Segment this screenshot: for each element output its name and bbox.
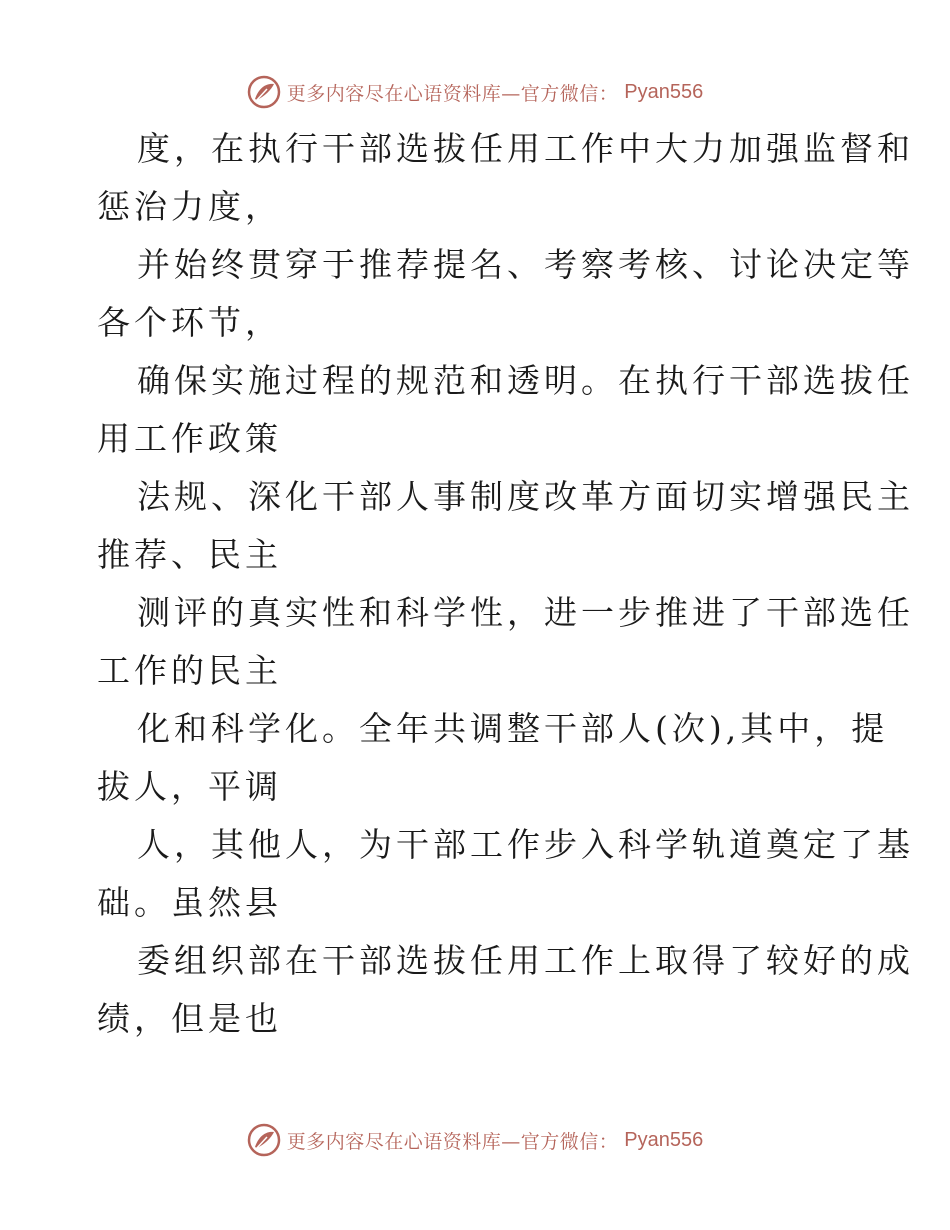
- line: 委组织部在干部选拔任用工作上取得了较好的成: [137, 941, 914, 980]
- line: 拔人，平调: [97, 767, 282, 806]
- line: 绩，但是也: [97, 999, 282, 1038]
- document-body: [97, 120, 914, 1048]
- line: 法规、深化干部人事制度改革方面切实增强民主: [137, 477, 914, 516]
- paragraph-5: [97, 584, 914, 700]
- line: 测评的真实性和科学性，进一步推进了干部选任: [137, 593, 914, 632]
- line: 惩治力度，: [97, 187, 282, 226]
- footer-watermark: [0, 1120, 950, 1160]
- paragraph-4: [97, 468, 914, 584]
- line: 用工作政策: [97, 419, 282, 458]
- line: 度，在执行干部选拔任用工作中大力加强监督和: [137, 129, 914, 168]
- watermark-text: 更多内容尽在心语资料库—官方微信：: [286, 1130, 619, 1153]
- paragraph-3: [97, 352, 914, 468]
- line: 工作的民主: [97, 651, 282, 690]
- paragraph-6: [97, 700, 889, 816]
- header-watermark: [0, 72, 950, 112]
- leaf-pen-logo-icon: [247, 1123, 281, 1157]
- line: 各个环节，: [97, 303, 282, 342]
- paragraph-8: [97, 932, 914, 1048]
- line: 确保实施过程的规范和透明。在执行干部选拔任: [137, 361, 914, 400]
- paragraph-1: [97, 120, 914, 236]
- line: 推荐、民主: [97, 535, 282, 574]
- line: 础。虽然县: [97, 883, 282, 922]
- watermark-text: 更多内容尽在心语资料库—官方微信：: [286, 82, 619, 105]
- line: 人，其他人，为干部工作步入科学轨道奠定了基: [137, 825, 914, 864]
- leaf-pen-logo-icon: [247, 75, 281, 109]
- paragraph-2: [97, 236, 914, 352]
- watermark-wechat-id: Pyan556: [624, 80, 704, 103]
- watermark-wechat-id: Pyan556: [624, 1128, 704, 1151]
- paragraph-7: [97, 816, 914, 932]
- line: 并始终贯穿于推荐提名、考察考核、讨论决定等: [137, 245, 914, 284]
- line: 化和科学化。全年共调整干部人(次),其中，提: [137, 709, 889, 748]
